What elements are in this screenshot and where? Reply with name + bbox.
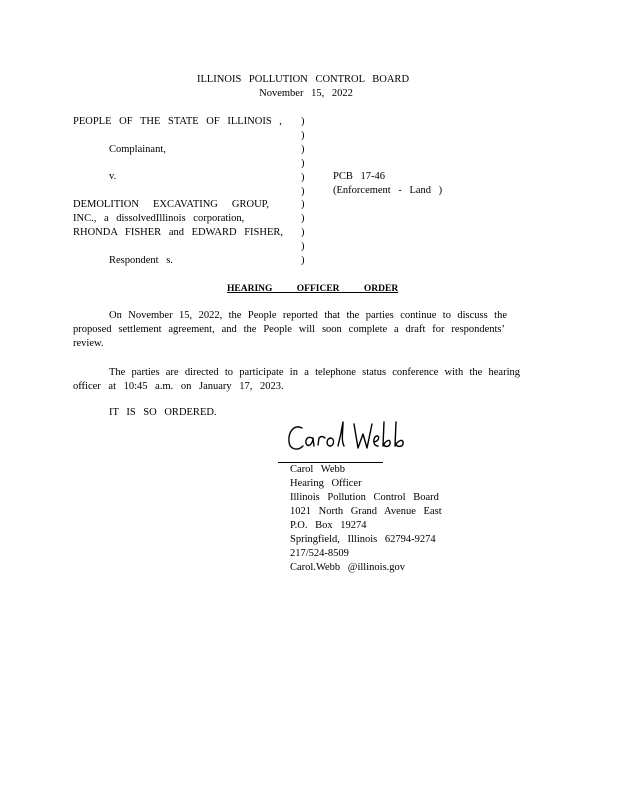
order-date: November 15, 2022	[259, 88, 353, 99]
case-type: (Enforcement - Land )	[333, 185, 443, 196]
handwritten-signature	[286, 418, 416, 460]
signer-email: Carol.Webb @illinois.gov	[290, 562, 406, 573]
defendant-line-2: INC., a dissolvedIllinois corporation,	[73, 213, 245, 224]
signer-phone: 217/524-8509	[290, 548, 349, 559]
defendant-line-1: DEMOLITION EXCAVATING GROUP,	[73, 199, 269, 210]
versus-label: v.	[109, 171, 117, 182]
paragraph-1-line-1: On November 15, 2022, the People reported that the parties continue to discuss the	[109, 310, 507, 321]
signer-street: 1021 North Grand Avenue East	[290, 506, 442, 517]
paragraph-2-line-2: officer at 10:45 a.m. on January 17, 2023.	[73, 381, 284, 392]
defendant-role: Respondent s.	[109, 255, 173, 266]
signer-pobox: P.O. Box 19274	[290, 520, 367, 531]
plaintiff-role: Complainant,	[109, 144, 166, 155]
defendant-line-3: RHONDA FISHER and EDWARD FISHER,	[73, 227, 283, 238]
signer-name: Carol Webb	[290, 464, 345, 475]
paragraph-1-line-2: proposed settlement agreement, and the People will soon complete a draft for respondents’	[73, 324, 505, 335]
signer-organization: Illinois Pollution Control Board	[290, 492, 439, 503]
signer-title: Hearing Officer	[290, 478, 362, 489]
case-number: PCB 17-46	[333, 171, 385, 182]
paragraph-2-line-1: The parties are directed to participate in a telephone status conference with the hearing	[109, 367, 520, 378]
caption-parentheses: ) ) ) ) ) ) ) ) ) ) )	[301, 116, 305, 267]
paragraph-1-line-3: review.	[73, 338, 104, 349]
signer-city: Springfield, Illinois 62794-9274	[290, 534, 436, 545]
agency-heading: ILLINOIS POLLUTION CONTROL BOARD	[196, 74, 410, 85]
order-title: HEARING OFFICER ORDER	[227, 284, 399, 294]
closing-statement: IT IS SO ORDERED.	[109, 407, 217, 418]
plaintiff-name: PEOPLE OF THE STATE OF ILLINOIS ,	[73, 116, 282, 127]
